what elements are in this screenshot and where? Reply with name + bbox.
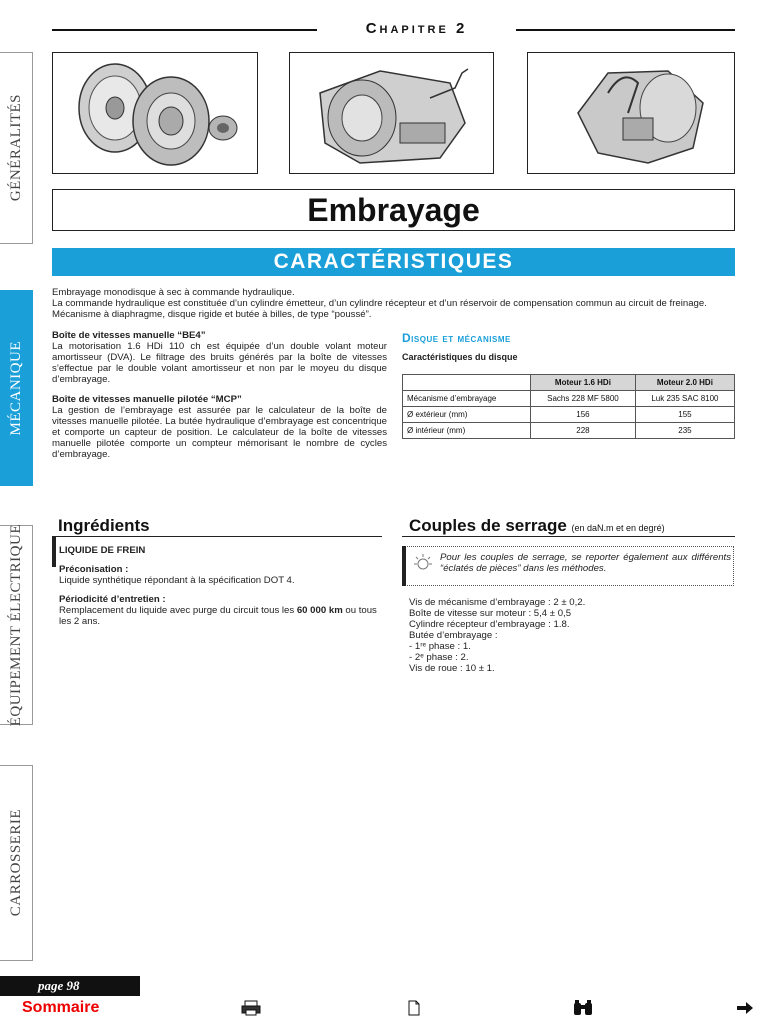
gearbox-clutch-image [289,52,494,174]
header-rule-left [52,29,317,31]
periodicity-km: 60 000 km [296,605,343,616]
disc-section-title: Disque et mécanisme [402,331,511,345]
disc-subtitle: Caractéristiques du disque [402,352,518,362]
periodicity-text-a: Remplacement du liquide avec purge du circuit tous les [59,605,297,616]
list-item: Butée d’embrayage : [409,630,498,641]
list-item: Boîte de vitesse sur moteur : 5,4 ± 0,5 [409,608,572,619]
table-cell: 156 [531,407,636,423]
list-item: - 2ᵉ phase : 2. [409,652,469,663]
preconisation-heading: Préconisation : [59,564,129,575]
periodicity-heading: Périodicité d’entretien : [59,594,166,605]
tab-label: MÉCANIQUE [8,340,24,436]
gearbox-image [527,52,735,174]
mcp-text: La gestion de l’embrayage est assurée par le calculateur de la boîte de vitesses manuelle pilotée. La butée hydraulique d’embrayage est concentrique et comporte un capteur de position. Le calculateur de la boîte de vitesses manuelle pilotée comporte un compteur mémorisant le nombre de cycles d’embrayage. [52,405,387,460]
torque-list [409,597,729,674]
tab-equipement-electrique[interactable] [0,525,33,725]
ingredients-body [59,545,384,635]
tab-label: CARROSSERIE [7,809,24,917]
table-cell: 155 [635,407,734,423]
table-header-cell [403,375,531,391]
torque-note: Pour les couples de serrage, se reporter également aux différents “éclatés de pièces” dans les méthodes. [440,552,731,574]
torque-note-marker [402,546,406,586]
section-band: CARACTÉRISTIQUES [52,248,735,276]
intro-line: Embrayage monodisque à sec à commande hydraulique. [52,287,295,298]
list-item: Vis de roue : 10 ± 1. [409,663,495,674]
header-rule-right [516,29,735,31]
lightbulb-icon [411,552,435,576]
tab-label: ÉQUIPEMENT ÉLECTRIQUE [7,523,24,727]
table-header-cell: Moteur 2.0 HDi [635,375,734,391]
table-cell: Sachs 228 MF 5800 [531,391,636,407]
tab-label: GÉNÉRALITÉS [7,94,24,202]
table-header-cell: Moteur 1.6 HDi [531,375,636,391]
torque-title [409,516,665,536]
gearbox-descriptions [52,330,387,469]
intro-text [52,287,735,320]
table-cell: Mécanisme d’embrayage [403,391,531,407]
table-cell: Ø intérieur (mm) [403,423,531,439]
tab-mecanique[interactable] [0,290,33,486]
ingredient-label: LIQUIDE DE FREIN [59,545,146,556]
clutch-kit-image [52,52,258,174]
ingredients-marker [52,537,56,567]
table-row [403,423,735,439]
print-icon[interactable] [241,1000,261,1021]
periodicity-text-b: ou tous les 2 ans. [59,605,377,627]
mcp-heading: Boîte de vitesses manuelle pilotée “MCP” [52,394,242,405]
table-cell: 228 [531,423,636,439]
document-icon[interactable] [406,1000,422,1021]
binoculars-icon[interactable] [572,1000,594,1021]
table-cell: Luk 235 SAC 8100 [635,391,734,407]
tab-carrosserie[interactable] [0,765,33,961]
chapter-title: Chapitre 2 [365,20,468,37]
table-row [403,407,735,423]
be4-heading: Boîte de vitesses manuelle “BE4” [52,330,206,341]
list-item: Vis de mécanisme d’embrayage : 2 ± 0,2. [409,597,586,608]
intro-line: La commande hydraulique est constituée d’un cylindre émetteur, d’un cylindre récepteur et d’un réservoir de compensation commun au circuit de freinage. [52,298,707,309]
torque-title-text: Couples de serrage [409,516,567,535]
ingredients-rule [52,536,382,537]
page-title: Embrayage [52,189,735,231]
chapter-header [52,20,735,40]
intro-line: Mécanisme à diaphragme, disque rigide et butée à billes, de type “poussé”. [52,309,372,320]
table-header-row [403,375,735,391]
torque-unit: (en daN.m et en degré) [571,523,665,533]
next-arrow-icon[interactable] [736,1000,754,1021]
preconisation-text: Liquide synthétique répondant à la spécification DOT 4. [59,575,295,586]
ingredients-title: Ingrédients [58,516,150,535]
tab-generalites[interactable] [0,52,33,244]
torque-rule [402,536,735,537]
sommaire-link[interactable]: Sommaire [22,999,100,1016]
list-item: Cylindre récepteur d’embrayage : 1.8. [409,619,570,630]
list-item: - 1ʳᵉ phase : 1. [409,641,471,652]
table-cell: Ø extérieur (mm) [403,407,531,423]
table-cell: 235 [635,423,734,439]
table-row [403,391,735,407]
be4-text: La motorisation 1.6 HDi 110 ch est équipée d’un double volant moteur amortisseur (DVA). Le filtrage des bruits générés par la boîte de vitesses s’effectue par le double volant amortisseur et non par le moyeu du disque d’embrayage. [52,341,387,385]
disc-spec-table [402,374,735,439]
page-number: page 98 [0,976,140,996]
